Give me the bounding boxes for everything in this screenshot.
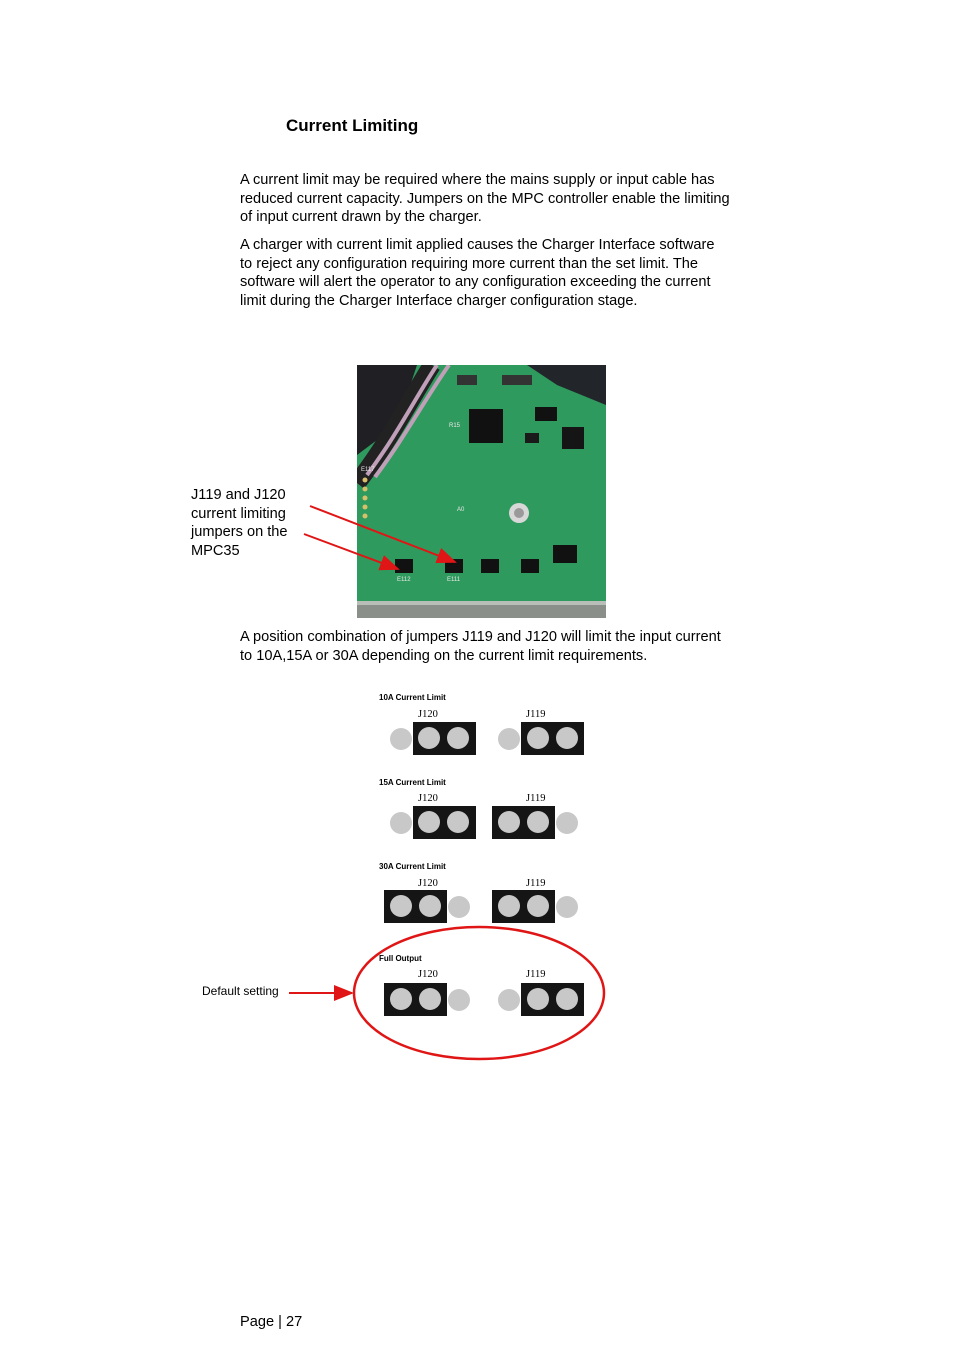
- callout-arrow-j119: [304, 534, 398, 569]
- config-full-output: [379, 954, 584, 1016]
- silkscreen-a0: A0: [457, 507, 465, 513]
- software-paragraph: A charger with current limit applied causes the Charger Interface software to reject any configuration requiring more current than the set limit. The software will alert the operator to any configuration exceeding the current limit during the Charger Interface charger configuration stage.: [240, 237, 715, 309]
- silkscreen-e112: E112: [397, 577, 411, 583]
- j120-label: J120: [418, 878, 438, 889]
- config-title: 15A Current Limit: [379, 778, 446, 787]
- j119-label: J119: [526, 709, 546, 720]
- j119-label: J119: [526, 878, 546, 889]
- config-15a: [379, 778, 578, 839]
- silkscreen-r15: R15: [449, 423, 461, 429]
- config-title: Full Output: [379, 954, 422, 963]
- j119-label: J119: [526, 793, 546, 804]
- silkscreen-e117: E117: [361, 467, 375, 473]
- callout-arrow-j120: [310, 506, 455, 562]
- combination-paragraph: A position combination of jumpers J119 and J120 will limit the input current to 10A,15A or 30A depending on the current limit requirements.: [240, 629, 721, 664]
- config-10a: [379, 693, 584, 755]
- default-setting-label: Default setting: [202, 984, 279, 998]
- config-title: 30A Current Limit: [379, 862, 446, 871]
- section-heading: Current Limiting: [286, 116, 419, 135]
- photo-callout: J119 and J120 current limiting jumpers on the MPC35: [191, 487, 288, 559]
- j120-label: J120: [418, 969, 438, 980]
- config-30a: [379, 862, 578, 923]
- j120-label: J120: [418, 793, 438, 804]
- j119-label: J119: [526, 969, 546, 980]
- j120-label: J120: [418, 709, 438, 720]
- silkscreen-e111: E111: [447, 577, 461, 583]
- page-number: Page | 27: [240, 1314, 303, 1330]
- config-title: 10A Current Limit: [379, 693, 446, 702]
- intro-paragraph: A current limit may be required where the mains supply or input cable has reduced current capacity. Jumpers on the MPC controller enable the limiting of input current drawn by the charger.: [240, 172, 730, 225]
